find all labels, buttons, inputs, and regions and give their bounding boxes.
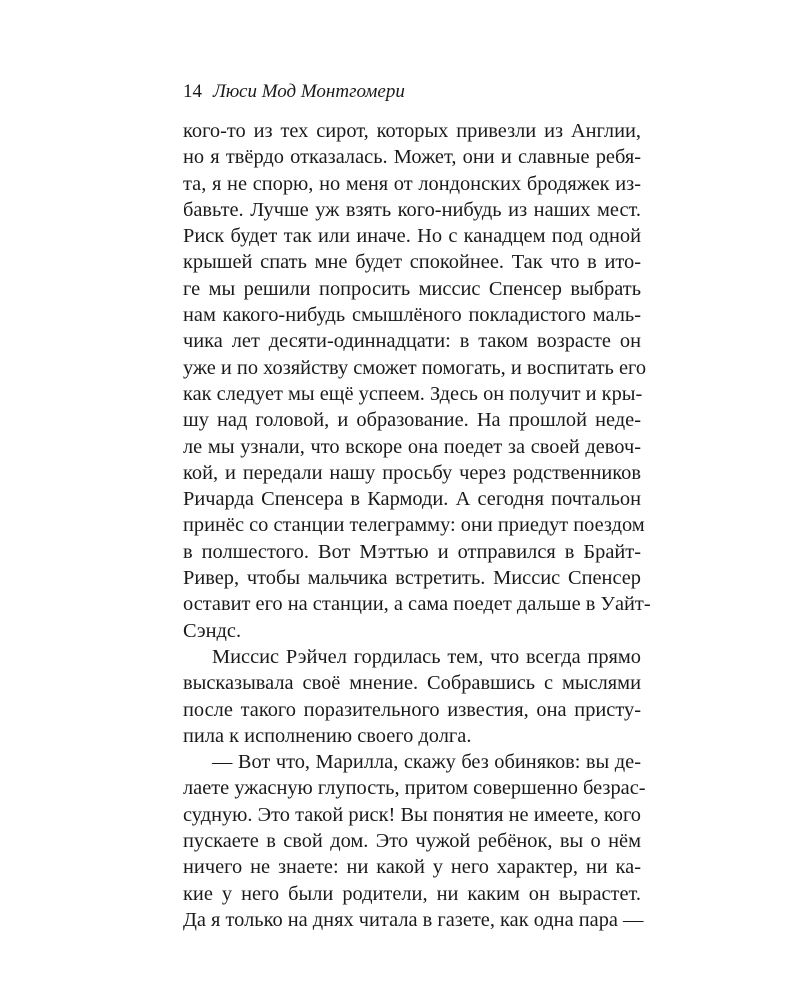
text-line: Ричарда Спенсера в Кармоди. А сегодня почтальон [183, 488, 641, 511]
text-line: принёс со станции телеграмму: они приедут поездом [183, 514, 645, 537]
running-head [183, 80, 405, 104]
text-line: Риск будет так или иначе. Но с канадцем под одной [183, 225, 641, 248]
text-line: ге мы решили попросить миссис Спенсер выбрать [183, 277, 641, 300]
text-line: чика лет десяти-одиннадцати: в таком возрасте он [183, 330, 641, 353]
text-line: шу над головой, и образование. На прошлой неде- [183, 409, 641, 432]
text-line: нам какого-нибудь смышлёного покладистого маль- [183, 304, 641, 327]
text-line: как следует мы ещё успеем. Здесь он получит и кры- [183, 382, 643, 405]
text-line: пускаете в свой дом. Это чужой ребёнок, вы о нём [183, 830, 641, 853]
body-text [183, 118, 651, 933]
text-line: Сэндс. [183, 619, 242, 642]
text-line: та, я не спорю, но меня от лондонских бродяжек из- [183, 172, 641, 195]
text-line: бавьте. Лучше уж взять кого-нибудь из наших мест. [183, 198, 641, 221]
text-line: кого-то из тех сирот, которых привезли из Англии, [183, 120, 641, 142]
text-line: Миссис Рэйчел гордилась тем, что всегда прямо [212, 645, 641, 668]
text-line: в полшестого. Вот Мэттью и отправился в Брайт- [183, 540, 641, 563]
text-line: после такого поразительного известия, она присту- [183, 698, 641, 721]
text-line: крышей спать мне будет спокойнее. Так что в ито- [183, 251, 641, 274]
page-number: 14 [183, 81, 202, 102]
text-line: пила к исполнению своего долга. [183, 724, 472, 747]
text-line: Да я только на днях читала в газете, как одна пара — [183, 908, 644, 931]
author-name: Люси Мод Монтгомери [213, 81, 405, 102]
text-line: Ривер, чтобы мальчика встретить. Миссис Спенсер [183, 567, 641, 590]
text-line: лаете ужасную глупость, притом совершенно безрас- [183, 777, 646, 800]
text-line: но я твёрдо отказалась. Может, они и славные ребя- [183, 146, 641, 169]
text-line: оставит его на станции, а сама поедет дальше в Уайт- [183, 593, 651, 616]
text-line: уже и по хозяйству сможет помогать, и воспитать его [183, 356, 647, 379]
text-line: ничего не знаете: ни какой у него характер, ни ка- [183, 856, 641, 879]
text-line: судную. Это такой риск! Вы понятия не имеете, кого [183, 803, 641, 826]
text-line: кой, и передали нашу просьбу через родственников [183, 461, 641, 484]
text-line: кие у него были родители, ни каким он вырастет. [183, 882, 641, 905]
text-line: высказывала своё мнение. Собравшись с мыслями [183, 672, 641, 695]
text-line: — Вот что, Марилла, скажу без обиняков: вы де- [212, 751, 641, 774]
text-line: ле мы узнали, что вскоре она поедет за своей девоч- [183, 435, 641, 458]
